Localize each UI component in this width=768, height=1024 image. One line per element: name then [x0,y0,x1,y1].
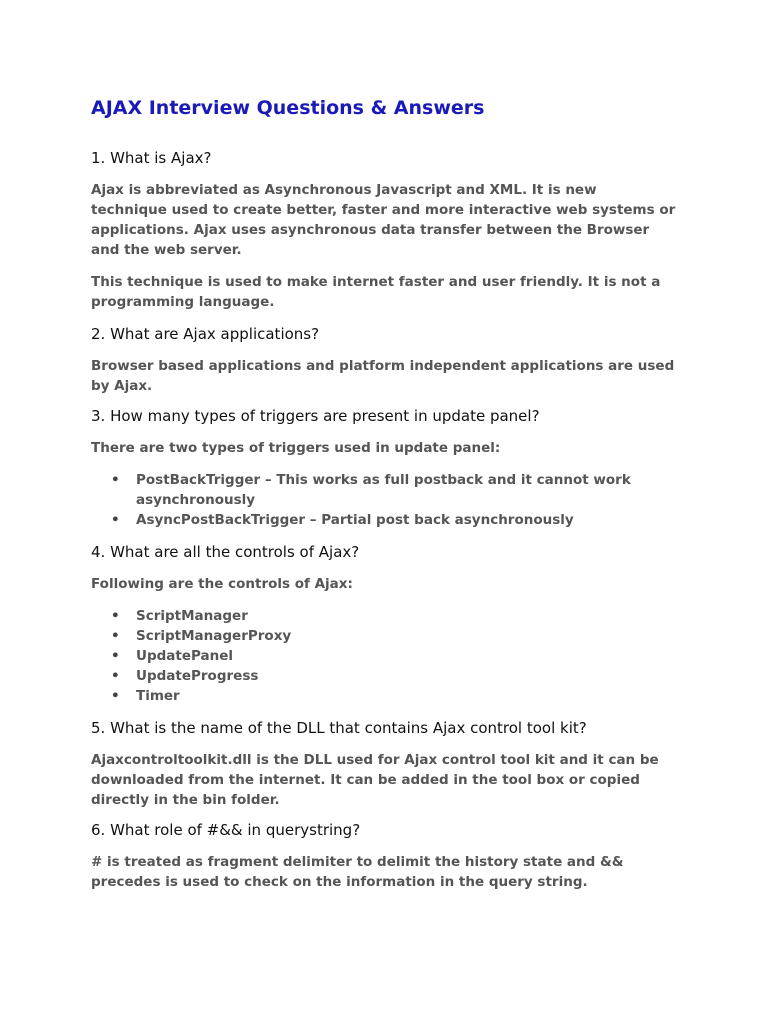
list-item-text: AsyncPostBackTrigger – Partial post back asynchronously [136,512,574,528]
answer-5: Ajaxcontroltoolkit.dll is the DLL used for Ajax control tool kit and it can be downloaded from the internet. It can be added in the tool box or copied directly in the bin folder. [91,752,659,808]
list-item [91,666,676,686]
question-2: 2. What are Ajax applications? [91,325,320,343]
answer-1-paragraph-1: Ajax is abbreviated as Asynchronous Javascript and XML. It is new technique used to create better, faster and more interactive web systems or applications. Ajax uses asynchronous data transfer between the Browser and the web server. [91,182,676,258]
answer-6: # is treated as fragment delimiter to delimit the history state and && precedes is used to check on the information in the query string. [91,854,624,890]
list-item [91,510,676,530]
bullet-icon: • [111,668,120,684]
list-item-text: ScriptManagerProxy [136,628,292,644]
list-item [91,470,676,510]
list-item [91,646,676,666]
answer-4: Following are the controls of Ajax: [91,576,353,592]
bullet-icon: • [111,688,120,704]
bullet-icon: • [111,472,120,488]
bullet-icon: • [111,608,120,624]
bullet-icon: • [111,628,120,644]
bullet-icon: • [111,512,120,528]
question-1: 1. What is Ajax? [91,149,212,167]
list-item [91,686,676,706]
page-title: AJAX Interview Questions & Answers [91,97,485,119]
qa-section-3 [91,406,676,530]
list-item-text: ScriptManager [136,608,248,624]
answer-3: There are two types of triggers used in update panel: [91,440,501,456]
question-5: 5. What is the name of the DLL that contains Ajax control tool kit? [91,719,587,737]
list-item-text: PostBackTrigger – This works as full postback and it cannot work asynchronously [136,472,631,508]
list-item-text: Timer [136,688,180,704]
qa-section-4 [91,542,676,706]
list-item-text: UpdateProgress [136,668,259,684]
answer-1-paragraph-2: This technique is used to make internet faster and user friendly. It is not a programming language. [91,274,661,310]
bullet-icon: • [111,648,120,664]
trigger-list [91,470,676,530]
list-item [91,626,676,646]
qa-section-1 [91,148,676,312]
qa-section-6 [91,820,676,892]
question-4: 4. What are all the controls of Ajax? [91,543,360,561]
list-item [91,606,676,626]
answer-2: Browser based applications and platform independent applications are used by Ajax. [91,358,675,394]
qa-section-5 [91,718,676,810]
controls-list [91,606,676,706]
question-6: 6. What role of #&& in querystring? [91,821,361,839]
qa-section-2 [91,324,676,396]
question-3: 3. How many types of triggers are present in update panel? [91,407,540,425]
list-item-text: UpdatePanel [136,648,234,664]
